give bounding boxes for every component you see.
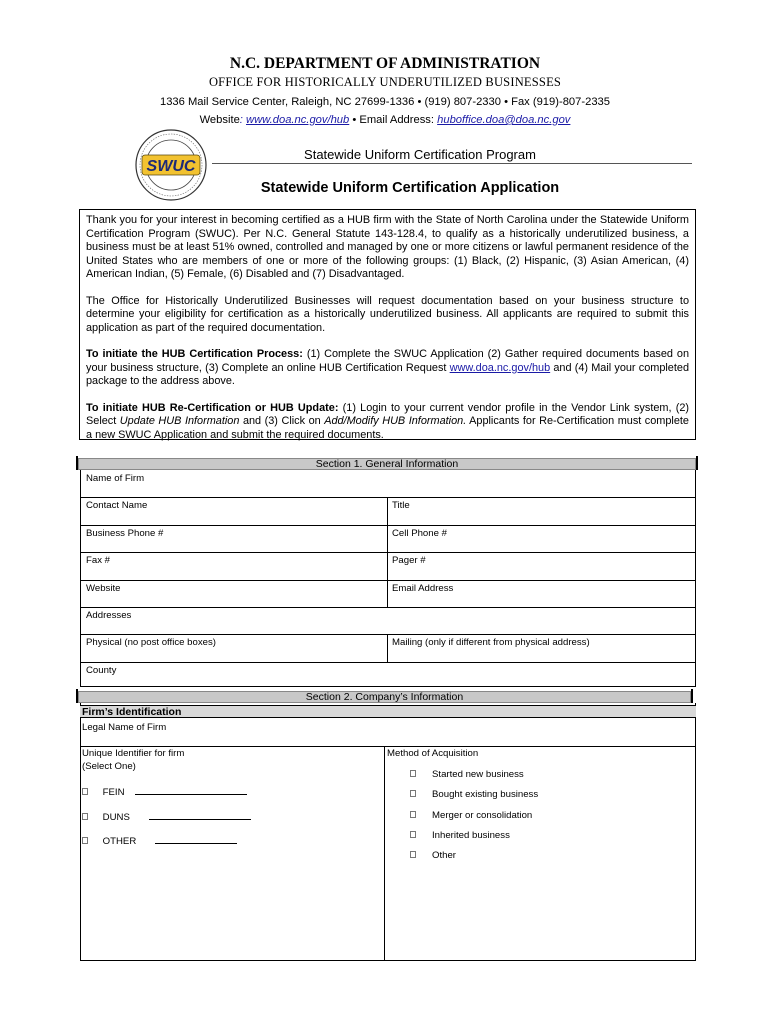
inherited-label: Inherited business [432,830,510,841]
section1-form [80,470,696,686]
contact-name-field[interactable]: Contact Name [86,500,148,511]
started-new-checkbox[interactable] [410,770,416,777]
legal-name-field[interactable]: Legal Name of Firm [82,722,167,733]
bought-existing-label: Bought existing business [432,789,539,800]
section1-right-marker [696,456,698,470]
firm-identification-header: Firm’s Identification [80,705,696,718]
inherited-option[interactable] [410,830,510,841]
email-link[interactable]: huboffice.doa@doa.nc.gov [437,114,571,126]
fein-blank[interactable] [135,785,247,795]
application-title: Statewide Uniform Certification Application [260,180,560,196]
certification-process-text-a: (1) Complete the SWUC Application (2) Gather required documents based on your business structure, (3) Complete an online HUB Certification Request [86,348,689,374]
update-hub-info-text: Update HUB Information [119,415,240,427]
other-method-option[interactable] [410,850,456,861]
fax-field[interactable]: Fax # [86,555,110,566]
intro-paragraph-4 [86,402,689,443]
duns-label: DUNS [102,812,130,823]
title-field[interactable]: Title [392,500,410,511]
bought-existing-checkbox[interactable] [410,790,416,797]
other-id-label: OTHER [102,836,137,847]
bought-existing-option[interactable] [410,789,538,800]
started-new-label: Started new business [432,769,524,780]
recertification-text-c: Applicants for Re-Certification must complete a new SWUC Application and submit the required documents. [86,415,689,441]
recertification-text-b: and (3) Click on [239,415,325,427]
recertification-text-a: (1) Login to your current vendor profile in the Vendor Link system, (2) Select [86,401,690,427]
business-phone-field[interactable]: Business Phone # [86,528,164,539]
merger-checkbox[interactable] [410,811,416,818]
addresses-label: Addresses [86,610,132,621]
other-method-label: Other [432,850,456,861]
fein-checkbox[interactable] [82,788,88,795]
other-id-blank[interactable] [155,834,237,844]
program-title: Statewide Uniform Certification Program [304,147,536,162]
other-id-option[interactable] [82,834,237,847]
certification-process-text-b: and (4) Mail your completed package to the address above. [86,361,689,387]
intro-paragraph-3 [86,348,689,389]
office-address: 1336 Mail Service Center, Raleigh, NC 27699-1336 • (919) 807-2330 • Fax (919)-807-2335 [159,96,610,108]
cell-phone-field[interactable]: Cell Phone # [392,528,447,539]
merger-label: Merger or consolidation [432,810,533,821]
physical-address-field[interactable]: Physical (no post office boxes) [86,637,216,648]
email-separator: • Email Address: [349,114,438,126]
intro-paragraph-2: The Office for Historically Underutilized Businesses will request documentation based on your business structure to determine your eligibility for certification as a historically underutilized business. All applicants are required to submit this application as part of the required documentation. [86,294,689,334]
inherited-checkbox[interactable] [410,831,416,838]
other-method-checkbox[interactable] [410,851,416,858]
county-field[interactable]: County [86,665,117,676]
intro-paragraph-1: Thank you for your interest in becoming certified as a HUB firm with the State of North Carolina under the Statewide Uniform Certification Program (SWUC). Per N.C. General Statute 143-128.4, to qualify as a historically underutilized business, a business must be at least 51% owned, controlled and managed by one or more citizens or lawful permanent residence of the United States who are members of one or more of the following groups: (1) Black, (2) Hispanic, (3) Asian American, (4) American Indian, (5) Female, (6) Disabled and (7) Disadvantaged. [86,214,689,280]
recertification-heading: To initiate HUB Re-Certification or HUB Update: [86,401,339,414]
duns-option[interactable] [82,810,251,823]
seal-text: SWUC [146,158,196,175]
hub-request-link[interactable]: www.doa.nc.gov/hub [449,361,551,374]
other-id-checkbox[interactable] [82,837,88,844]
header-rule [212,163,692,164]
started-new-option[interactable] [410,769,524,780]
intro-box [79,209,696,440]
section1-header: Section 1. General Information [78,458,696,470]
department-title: N.C. DEPARTMENT OF ADMINISTRATION [229,55,541,72]
fein-label: FEIN [102,787,125,798]
email-address-field[interactable]: Email Address [392,583,454,594]
website-link[interactable]: www.doa.nc.gov/hub [246,114,350,126]
pager-field[interactable]: Pager # [392,555,426,566]
website-line [0,114,770,126]
fein-option[interactable] [82,785,247,798]
section2-form [80,703,696,961]
add-modify-hub-text: Add/Modify HUB Information. [324,415,467,427]
section2-right-marker [691,689,693,703]
website-field[interactable]: Website [86,583,121,594]
website-colon: : [239,114,247,126]
website-label: Website [199,114,240,126]
duns-blank[interactable] [149,810,251,820]
swuc-seal-icon [134,128,208,202]
certification-process-heading: To initiate the HUB Certification Process: [86,348,303,360]
mailing-address-field[interactable]: Mailing (only if different from physical address) [392,637,590,648]
section2-header: Section 2. Company’s Information [78,691,691,703]
unique-identifier-label: Unique Identifier for firm [82,748,185,759]
office-title: OFFICE FOR HISTORICALLY UNDERUTILIZED BUSINESSES [208,75,562,89]
name-of-firm-field[interactable]: Name of Firm [86,473,145,484]
method-of-acquisition-label: Method of Acquisition [387,748,479,759]
duns-checkbox[interactable] [82,813,88,820]
merger-option[interactable] [410,810,532,821]
select-one-label: (Select One) [82,761,136,772]
